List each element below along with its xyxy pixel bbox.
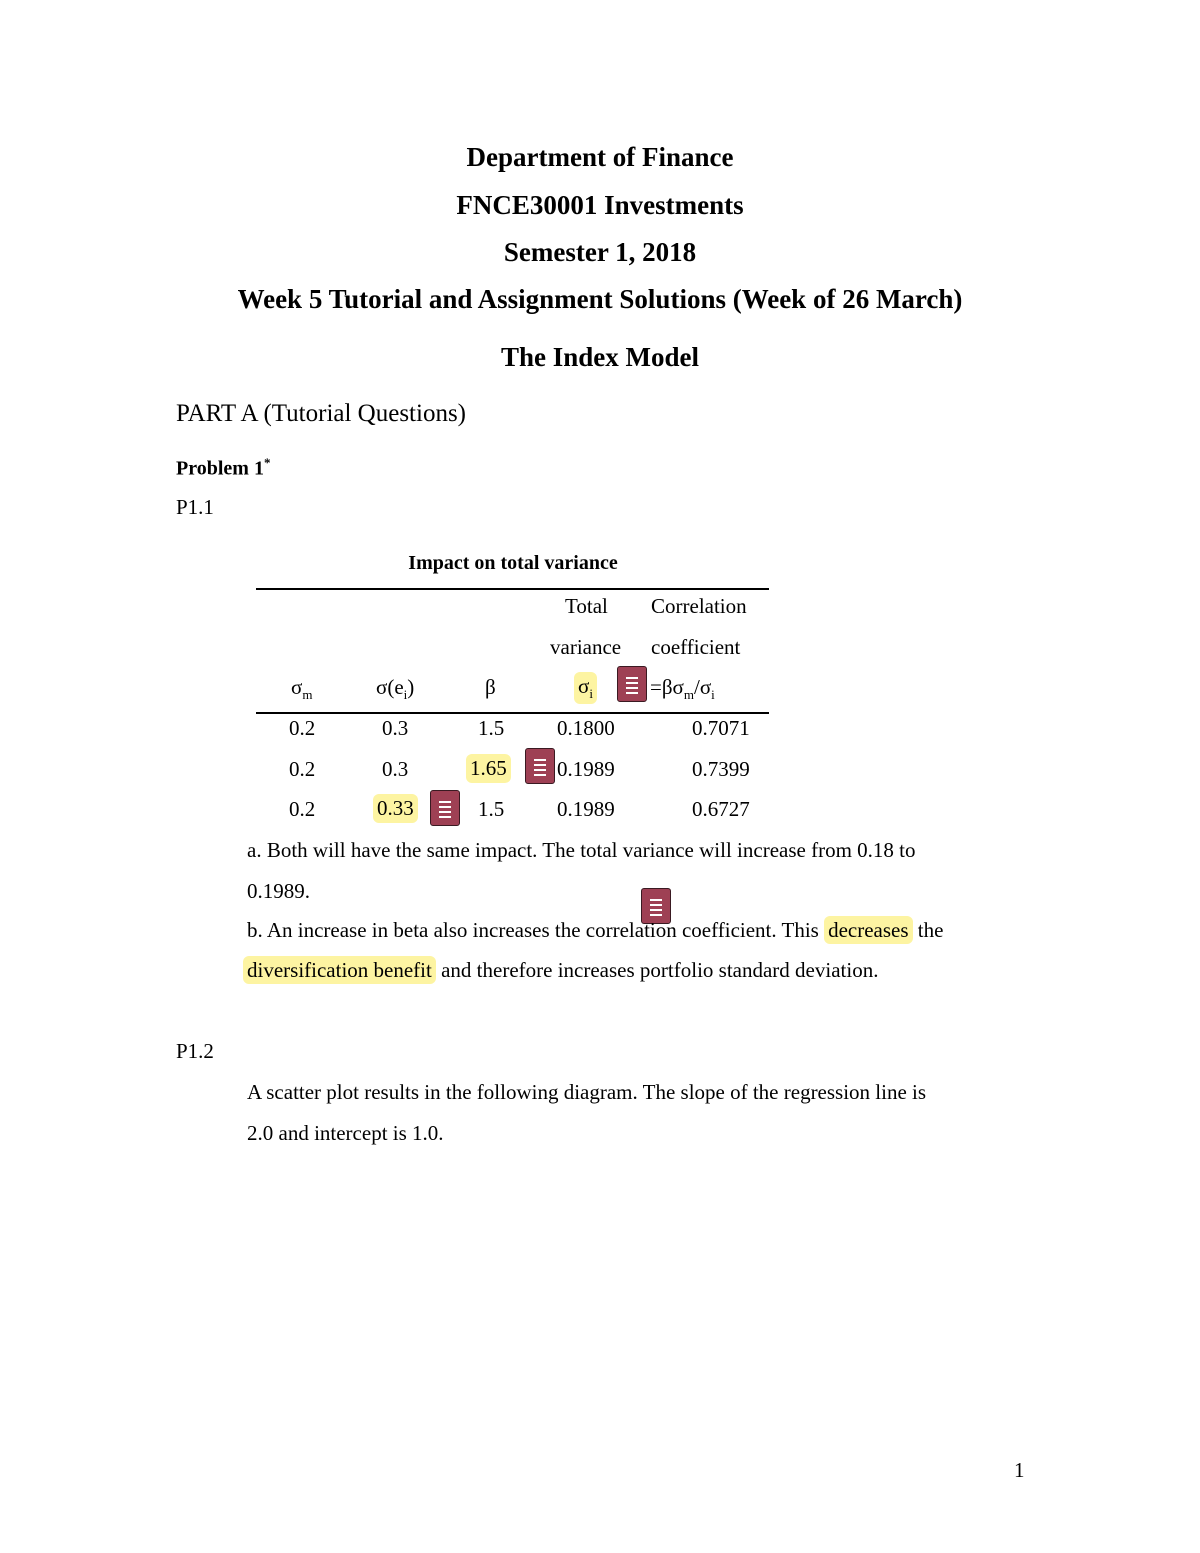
problem-1-heading [176, 455, 270, 481]
page-number: 1 [1014, 1458, 1025, 1482]
table-cell: 0.2 [289, 757, 316, 781]
table-cell: 0.2 [289, 716, 316, 740]
table-cell: 0.3 [382, 757, 409, 781]
answer-a-line1: a. Both will have the same impact. The total variance will increase from 0.18 to [247, 838, 916, 862]
department-title: Department of Finance [466, 142, 734, 172]
table-header-rule [256, 712, 769, 714]
p1-2-line1: A scatter plot results in the following diagram. The slope of the regression line is [247, 1080, 927, 1104]
answer-b-line2: diversification benefit and therefore increases portfolio standard deviation. [243, 958, 878, 983]
topic-title: The Index Model [500, 342, 700, 372]
week-title: Week 5 Tutorial and Assignment Solutions (Week of 26 March) [237, 284, 963, 314]
header-correlation: Correlation [651, 594, 747, 618]
table-cell: 0.1989 [557, 797, 615, 821]
p1-2-line2: 2.0 and intercept is 1.0. [247, 1121, 444, 1145]
table-cell: 0.2 [289, 797, 316, 821]
table-cell-highlighted: 0.33 [373, 794, 418, 823]
header-sigma-e: $\sigma(e_i)$ [376, 675, 415, 703]
answer-a-line2: 0.1989. [247, 879, 310, 903]
header-corr-formula: $=\beta\sigma_m/\sigma_i$ [650, 675, 715, 703]
table-cell: 0.7071 [692, 716, 750, 740]
table-top-rule [256, 588, 769, 590]
table-cell: 0.1989 [557, 757, 615, 781]
problem-1-marker: * [263, 455, 271, 470]
header-total: Total [565, 594, 608, 618]
header-beta: β [485, 675, 496, 699]
header-variance: variance [550, 635, 622, 659]
p1-1-label: P1.1 [176, 495, 214, 519]
comment-icon[interactable] [525, 748, 555, 784]
header-coefficient: coefficient [651, 635, 741, 659]
comment-icon[interactable] [617, 666, 647, 702]
highlight-decreases: decreases [824, 916, 912, 944]
table-cell: 1.5 [478, 797, 505, 821]
table-cell: 0.6727 [692, 797, 750, 821]
course-title: FNCE30001 Investments [456, 190, 744, 220]
problem-1-label: Problem 1 [176, 457, 264, 480]
table-caption: Impact on total variance [408, 552, 618, 574]
table-cell: 1.5 [478, 716, 505, 740]
comment-icon[interactable] [430, 790, 460, 826]
highlight-diversification-benefit: diversification benefit [243, 956, 436, 984]
table-cell-highlighted: 1.65 [466, 754, 511, 783]
part-a-heading: PART A (Tutorial Questions) [176, 400, 467, 427]
table-cell: 0.1800 [557, 716, 615, 740]
p1-2-label: P1.2 [176, 1039, 214, 1063]
table-cell: 0.7399 [692, 757, 750, 781]
answer-b-line1: b. An increase in beta also increases the correlation coefficient. This decreases the [247, 918, 944, 942]
header-sigma-i: $\sigma_i$ [574, 672, 597, 704]
header-sigma-m: $\sigma_m$ [291, 675, 313, 703]
semester-title: Semester 1, 2018 [503, 237, 697, 267]
table-cell: 0.3 [382, 716, 409, 740]
